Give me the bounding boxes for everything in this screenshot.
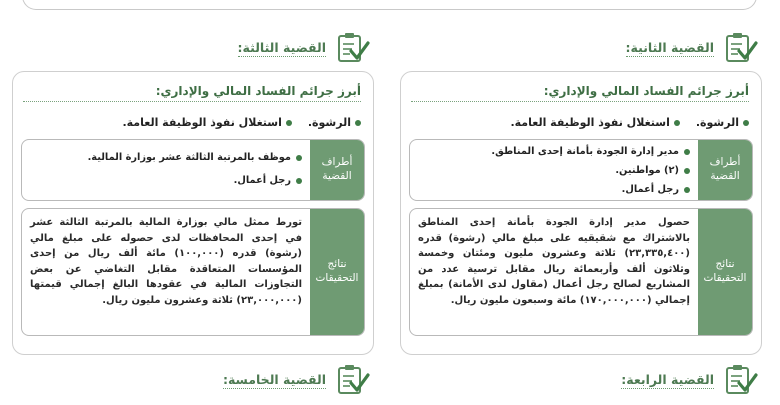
case-title-label: القضية الخامسة:	[222, 371, 326, 387]
bullet-dot	[743, 120, 749, 126]
parties-content	[22, 140, 310, 200]
findings-text: تورط ممثل مالي بوزارة المالية بالمرتبة الثالثة عشر في إحدى المحافظات لدى حصوله على مبلغ مالي (رشوة) قدره (١٠٠,٠٠٠) مائة ألف ريال من إحدى المؤسسات المتعاقدة مقابل التغاضي عن بعض التجاوزات المالية في عقودها البالغ إجمالي قيمتها (٢٣,٠٠٠,٠٠٠) ثلاثة وعشرون مليون ريال.	[30, 217, 303, 306]
case-two-title	[626, 30, 758, 66]
crime-text: استغلال نفوذ الوظيفة العامة.	[510, 116, 670, 129]
party-text: مدير إدارة الجودة بأمانة إحدى المناطق.	[491, 146, 679, 157]
case-title-label: القضية الثالثة:	[237, 39, 326, 55]
case-two-card	[400, 71, 762, 355]
party-text: موظف بالمرتبة الثالثة عشر بوزارة المالية.	[87, 152, 291, 163]
party-text: (٢) مواطنين.	[615, 165, 679, 177]
card-heading: أبرز جرائم الفساد المالي والإداري:	[23, 84, 361, 102]
party-item	[418, 182, 690, 197]
checklist-clipboard-icon	[334, 30, 370, 66]
crime-text: الرشوة.	[307, 116, 351, 129]
case-four-title	[621, 362, 758, 398]
checklist-clipboard-icon	[722, 362, 758, 398]
crimes-list	[21, 116, 361, 129]
bullet-dot	[286, 120, 292, 126]
party-item	[30, 173, 302, 188]
findings-row	[21, 208, 365, 336]
checklist-clipboard-icon	[334, 362, 370, 398]
parties-content	[410, 140, 698, 200]
crime-item	[308, 116, 361, 129]
findings-row	[409, 208, 753, 336]
findings-label: نتائج التحقيقات	[698, 209, 752, 335]
bullet-dot	[684, 187, 690, 193]
findings-content	[410, 209, 698, 335]
bullet-dot	[296, 155, 302, 161]
party-text: رجل أعمال.	[233, 175, 291, 187]
crime-item	[122, 116, 291, 129]
crime-text: الرشوة.	[695, 116, 739, 129]
case-five-title	[223, 362, 370, 398]
parties-row	[409, 139, 753, 201]
bullet-dot	[684, 149, 690, 155]
case-title-label: القضية الرابعة:	[621, 371, 714, 387]
card-heading: أبرز جرائم الفساد المالي والإداري:	[411, 84, 749, 102]
crime-text: استغلال نفوذ الوظيفة العامة.	[122, 116, 282, 129]
case-title-label: القضية الثانية:	[625, 39, 714, 55]
findings-text: حصول مدير إدارة الجودة بأمانة إحدى المناطق بالاشتراك مع شقيقيه على مبلغ مالي (رشوة) قدره (٢٣,٣٣٥,٤٠٠) ثلاثة وعشرون مليون ومئتان وخمسة وثلاثون ألف وأربعمائة ريال مقابل ترسية عدد من المشاريع لصالح رجل أعمال (مقاول لدى الأمانة) بمبلغ إجمالي (١٧٠,٠٠٠,٠٠٠) مائة وسبعون مليون ريال.	[418, 217, 690, 306]
party-text: رجل أعمال.	[621, 184, 679, 196]
findings-label: نتائج التحقيقات	[310, 209, 364, 335]
parties-label: أطراف القضية	[310, 140, 364, 200]
bullet-dot	[684, 168, 690, 174]
crime-item	[510, 116, 679, 129]
findings-content	[22, 209, 310, 335]
parties-label: أطراف القضية	[698, 140, 752, 200]
parties-row	[21, 139, 365, 201]
crime-item	[696, 116, 749, 129]
case-three-title	[238, 30, 370, 66]
bullet-dot	[674, 120, 680, 126]
checklist-clipboard-icon	[722, 30, 758, 66]
bullet-dot	[296, 178, 302, 184]
party-item	[418, 144, 690, 159]
bullet-dot	[355, 120, 361, 126]
case-three-card	[12, 71, 374, 355]
previous-section-frame	[22, 0, 757, 10]
party-item	[30, 150, 302, 165]
party-item	[418, 163, 690, 178]
crimes-list	[409, 116, 749, 129]
